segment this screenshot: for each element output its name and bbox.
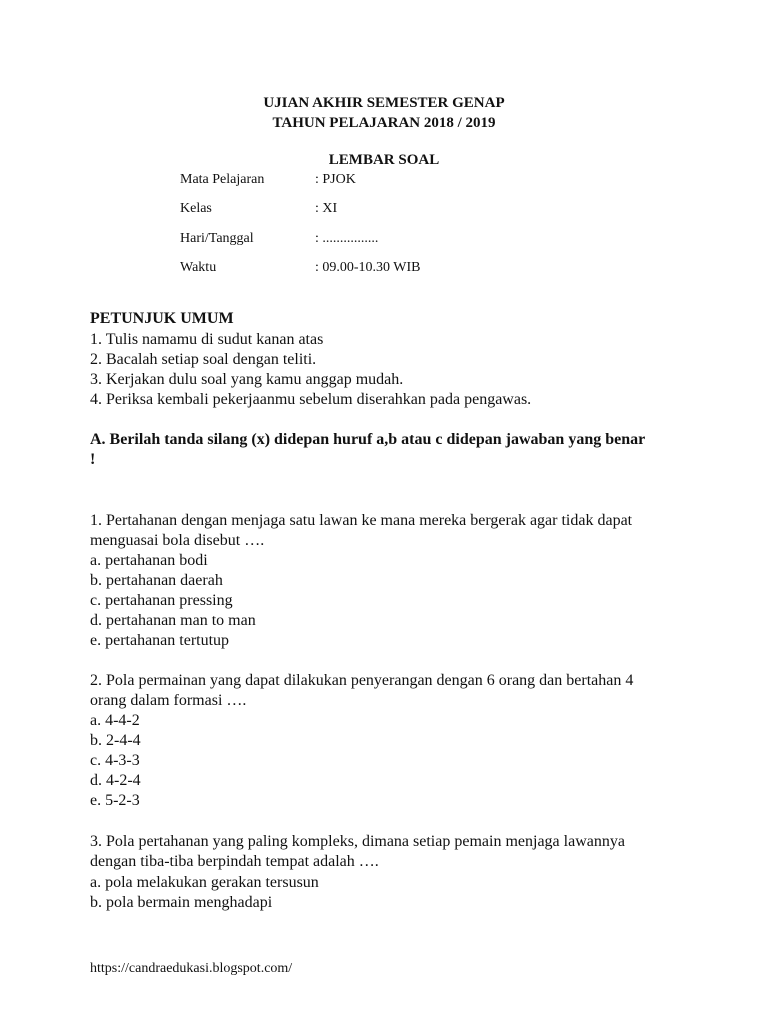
general-instructions-heading: PETUNJUK UMUM bbox=[90, 310, 234, 327]
info-label-subject: Mata Pelajaran bbox=[180, 172, 265, 187]
question-1-line: 1. Pertahanan dengan menjaga satu lawan ke mana mereka bergerak agar tidak dapat bbox=[90, 512, 633, 529]
exam-title: UJIAN AKHIR SEMESTER GENAP bbox=[263, 95, 505, 111]
question-1-option: e. pertahanan tertutup bbox=[90, 632, 230, 649]
sheet-title: LEMBAR SOAL bbox=[328, 152, 440, 168]
question-2-option: b. 2-4-4 bbox=[90, 732, 141, 749]
question-2-option: c. 4-3-3 bbox=[90, 752, 140, 769]
question-3-option: b. pola bermain menghadapi bbox=[90, 894, 273, 911]
question-3-line: 3. Pola pertahanan yang paling kompleks, dimana setiap pemain menjaga lawannya bbox=[90, 833, 625, 850]
instruction-item: 2. Bacalah setiap soal dengan teliti. bbox=[90, 351, 317, 368]
info-value-class: : XI bbox=[315, 201, 338, 216]
question-1-option: d. pertahanan man to man bbox=[90, 612, 256, 629]
question-1-option: c. pertahanan pressing bbox=[90, 592, 233, 609]
question-3-line: dengan tiba-tiba berpindah tempat adalah …. bbox=[90, 853, 379, 870]
info-value-subject: : PJOK bbox=[315, 172, 356, 187]
question-2-option: a. 4-4-2 bbox=[90, 712, 140, 729]
question-2-option: e. 5-2-3 bbox=[90, 792, 140, 809]
question-3-option: a. pola melakukan gerakan tersusun bbox=[90, 874, 319, 891]
section-a-instruction: A. Berilah tanda silang (x) didepan huruf a,b atau c didepan jawaban yang benar ! bbox=[90, 431, 645, 468]
instruction-item: 1. Tulis namamu di sudut kanan atas bbox=[90, 331, 324, 348]
question-2-line: 2. Pola permainan yang dapat dilakukan penyerangan dengan 6 orang dan bertahan 4 bbox=[90, 672, 634, 689]
info-label-date: Hari/Tanggal bbox=[180, 231, 254, 246]
academic-year: TAHUN PELAJARAN 2018 / 2019 bbox=[272, 115, 496, 131]
info-value-date: : ................ bbox=[315, 231, 379, 246]
info-label-time: Waktu bbox=[180, 260, 217, 275]
instruction-item: 3. Kerjakan dulu soal yang kamu anggap mudah. bbox=[90, 371, 404, 388]
instruction-item: 4. Periksa kembali pekerjaanmu sebelum diserahkan pada pengawas. bbox=[90, 391, 532, 408]
info-value-time: : 09.00-10.30 WIB bbox=[315, 260, 421, 275]
question-2-line: orang dalam formasi …. bbox=[90, 692, 247, 709]
question-2-option: d. 4-2-4 bbox=[90, 772, 141, 789]
question-1-line: menguasai bola disebut …. bbox=[90, 532, 265, 549]
footer-url[interactable]: https://candraedukasi.blogspot.com/ bbox=[90, 961, 293, 976]
info-label-class: Kelas bbox=[180, 201, 212, 216]
question-1-option: b. pertahanan daerah bbox=[90, 572, 223, 589]
question-1-option: a. pertahanan bodi bbox=[90, 552, 208, 569]
